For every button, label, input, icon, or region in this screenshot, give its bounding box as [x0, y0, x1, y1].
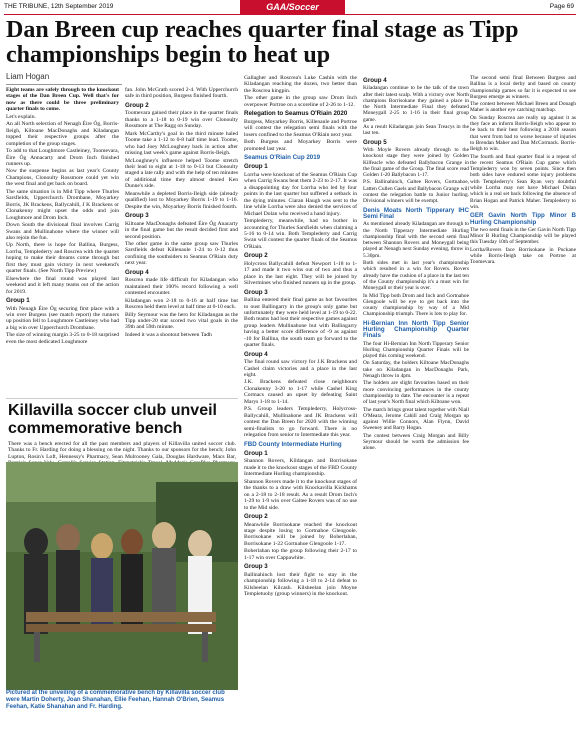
paragraph: As mentioned already Kiladangan are through to the North Tipperary Intermediate Hurling championship final with the second semi final between Shannon Rovers and Moneygall being played at Nenagh next Sunday evening, throw in 5.30pm.	[363, 221, 469, 259]
paragraph: To add to that Loughmore Castleiney, Toomevara, Éire Óg Annacarty and Drom Inch finished runners up.	[6, 148, 119, 167]
paragraph: An all North selection of Nenagh Éire Óg, Borris-Ileigh, Kiltoane MacDonaghs and Kiladangan topped their respective groups after the completion of the group stages.	[6, 121, 119, 147]
paragraph: The contest between Craig Morgan and Billy Seymour should be worth the admission fee alone.	[363, 432, 469, 452]
headline: Dan Breen cup reaches quarter final stage as Tipp championships begin to heat up	[6, 17, 519, 68]
paragraph: Let's explain.	[6, 113, 36, 120]
paragraph: The fourth and final quarter final is a repeat of the recent Seamus O'Riain Cup game which Templederry won by seven points. Since then both sides have endured some injury problems with Templederry's Sean Ryan very doubtful while Lorrha may not have Michael Dolan which is a real set back following the absence of Brian Hogan and Patrick Maher. Templederry to win.	[470, 153, 576, 210]
paragraph: Templederry, meanwhile, had no bother in accounting for Thurles Sarsfields when claiming a 5-16 to 0-14 win. Both Templederry and Carrig Swan will contest the quarter finals of the Seamus O'Riain.	[244, 218, 357, 250]
paragraph: With Nenagh Éire Óg securing first place with a win over Burgess (see match report) the runners up position fell to Loughmore Castleiney who had a big win over Upperchurch Drombane.	[6, 305, 119, 331]
subheading: Group 4	[244, 350, 268, 358]
section-heading: FBD County Intermediate Hurling	[244, 440, 342, 448]
article-column-3	[244, 75, 357, 725]
paragraph: On Sunday Roscrea are really up against it as they face an inform Borris-Ileigh who appear to be back to their best following a 2018 season that went from bad to worse because of injuries to Brendan Maher and Dan McCormack. Borris-Ileigh to win.	[470, 114, 576, 153]
subheading: Group 1	[6, 297, 30, 305]
paragraph: P.S. Ballinahinch, Galtee Rovers, Gortnahoe, Latten Cullen Gaels and Ballybacon Grange will contest the relegation battle to Junior hurling. Divisional winners will be exempt.	[363, 179, 469, 205]
paragraph: McLoughney's influence helped Toome stretch their lead to eight at 1-18 to 0-13 but Clonoulty staged a late rally and with the help of ten minutes of additional time they almost denied Ken Dunne's side.	[125, 157, 238, 190]
paragraph: Now the suspense begins as last year's County Champions, Clonoulty Rossmore could yet win the west final and get back on board.	[6, 168, 119, 188]
paragraph: The match brings great talent together with Niall O'Meara, Jerome Cahill and Craig Morgan up against Willie Connors, Alan Flynn, David Sweeney and Barry Hogan.	[363, 406, 469, 432]
paragraph: Meanwhile a depleted Borris-Ileigh side (already qualified) lost to Moyarkey Borris 1-19 to 1-16. Despite the win, Moyarkey Borris finished fourth.	[125, 190, 238, 210]
paragraph: Kiladangan continue to be the talk of the town after their latest scalp. With a victory over North champions Borrisokane they gained a place in the North Intermediate Final they defeated Moneygall 2-25 to 1-16 in their final group game.	[363, 85, 469, 123]
subheading: Group 3	[244, 288, 268, 296]
paragraph: Kiladangan won 2-18 to 0-16 at half time but Roscrea held them level at half time at 0-10 each.	[125, 297, 238, 311]
subheading: Group 4	[363, 77, 387, 84]
subheading: Group 3	[244, 563, 268, 571]
paragraph: Lorrha were knockout of the Seamus O'Riain Cup when Carrig Swans beat them 2-23 to 2-17. It was a disappointing day for Lorrha who led by four points in the last quarter but suffered a setback in the dying minutes. Ciaran Haugh was sent to the line while Lorrha were also denied the services of Michael Dolan who received a hand injury.	[244, 171, 357, 217]
paragraph: As a result Kiladangan join Sean Treacys in the last ten.	[363, 124, 469, 137]
section-heading: GER Gavin North Tipp Minor B Hurling Championship	[470, 212, 576, 226]
subheading: Group 1	[244, 163, 268, 171]
article-column-4	[363, 75, 469, 725]
paragraph: Ballina entered their final game as hot favourites to oust Ballingarry in the group's only game but unfortunately they were held level at 1-19 to 0-22. Both teams had lost their respective games against group leaders Mullinahone but with Ballingarry having a better score difference of -9 as against -10 for Ballina, the south team go forward to the quarter finals.	[244, 297, 357, 349]
paragraph: The four Hi-Bernian Inn North Tipperary Senior Hurling Championship Quarter Finals will be played this coming weekend.	[363, 340, 469, 360]
paragraph: The contest between Michael Breen and Donagh Maher is another eye catching matchup.	[470, 101, 576, 114]
article-column-2	[125, 87, 238, 396]
subheading: Group 2	[125, 101, 149, 109]
paragraph: P.S. Group leaders Templederry, Holycross-Ballycahill, Mullinahone and JK Brackens will contest the Dan Breen for 2020 with the winning semi-finalists to go forward. There is no relegation from senior to Intermediate this year.	[244, 406, 357, 439]
story-text: There was a bench erected for all the past members and players of Killavilla united soccer club. Thanks to Fr. Harding for doing a blessing on the night. Thanks to our sponsors for the bench; John Lupton, Rosin's Loft, Hennessy's Pharmacy, Sean Mulrooney Gala, Douglas Hardware, Macs Bar,	[8, 441, 236, 460]
paragraph: With Moyle Rovers already through to the knockout stage they were joined by Golden Kilfeacle who defeated Ballybacon Grange in the final game of the Group. The final score read Golden 1-20 Ballybacon 1-17.	[363, 146, 469, 179]
paragraph: Up North, there is hope for Ballina, Burgess, Lorrha, Templederry and Roscrea with the quartet hoping to make their dreams come through but first they must gain victory in next weekend's quarter finals. (See North Tipp Preview)	[6, 242, 119, 275]
paragraph: The other game in the same group saw Thurles Sarsfields defeat Killenaule 1-24 to 0-12 thus confining the southsiders to Seamus O'Riain duty next year.	[125, 240, 238, 267]
paragraph: Boherlahan top the group following their 2-17 to 1-17 win over Cappawhite.	[244, 548, 357, 561]
section-heading: Denis Moats North Tipperary IHC Semi Final	[363, 206, 469, 220]
paragraph: Holycross Ballycahill defeat Newport 1-18 to 1-17 and made it two wins out of two and thus a place in the last eight. They will be joined by Silvermines who finished runners up in the group.	[244, 260, 357, 287]
paragraph: Toomevara gained their place in the quarter finals thanks to a 1-18 to 0-19 win over Clonoulty Rossmore at The Ragg on Sunday.	[125, 110, 238, 130]
lead-paragraph: Eight teams are safely through to the knockout stages of the Dan Breen Cup. Well that's for now as there could be three preliminary quarter finals to come.	[6, 87, 119, 113]
subheading: Relegation to Seamus O'Riain 2020	[244, 110, 348, 118]
paragraph: In Mid Tipp both Drom and Inch and Gortnahoe Glengoole will be eye to get back into the county championship by way of a Mid Championship triumph. There is lots to play for.	[363, 292, 469, 318]
byline: Liam Hogan	[6, 72, 50, 81]
article-column-5	[470, 75, 576, 725]
subheading: Group 2	[244, 513, 268, 521]
byline-rule	[6, 84, 122, 85]
paragraph: Mark McCarthy's goal in the third minute haled Toome take a 1-12 to 0-8 half time lead. Toome, who had Joey McLoughney back in action after missing last week's game against Borris-Ileigh.	[125, 130, 238, 157]
paragraph: Ballinahinch lost their fight to stay in the championship following a 1-18 to 2-14 defeat to Kilsheelan Kilcash. Kilsheelan join Moyne Templetuohy (group winners) in the knockout.	[244, 571, 357, 598]
subheading: Group 3	[125, 212, 149, 220]
paragraph: Roscrea made life difficult for Kiladangan who maintained their 100% record following a well contested encounter.	[125, 277, 238, 297]
paragraph: J.K. Brackens defeated close neighbours Clonakenny 3-20 to 1-17 while Cashel King Cormacs caused an upset by defeating Saint Marys 1-18 to 1-14.	[244, 379, 357, 405]
paragraph: The same situation is in Mid Tipp where Thurles Sarsfields, Upperchurch Drombane, Moyarkey Borris, JK Brackens, Ballycahill, J K Brackens or Clonakenny might upset the odds and join Loughmore and Drom Inch.	[6, 188, 119, 221]
paragraph: Billy Seymour was the hero for Kiladangan as the Tipp under-20 star scored two vital goals in the 39th and 59th minute.	[125, 311, 238, 331]
subheading: Group 1	[244, 450, 268, 458]
paragraph: fan. John McGrath scored 2-4. With Upperchurch safe in third position, Burgess finished fourth.	[125, 87, 238, 100]
paragraph: Meanwhile Borrisokane reached the knockout stage despite losing to Gortnahoe Glengoole. Borrisokane will be joined by Boherlahan, Borrisokane 1-22 Gortnahoe Glengoole 1-17.	[244, 521, 357, 547]
subheading: Group 5	[363, 138, 387, 146]
page-number: Page 69	[549, 3, 574, 10]
section-heading: Seamus O'Riain Cup 2019	[244, 153, 321, 161]
bench-photo	[6, 462, 238, 690]
header-rule	[4, 14, 576, 15]
paragraph: The two semi finals in the Ger Gavin North Tipp Minor B Hurling Championship will be played this Tuesday 10th of September.	[470, 226, 576, 246]
section-heading: Hi-Bernian Inn North Tipp Senior Hurling Championship Quarter Finals	[363, 319, 469, 340]
paragraph: Elsewhere the final round was played last weekend and it left many teams out of the action for 2019.	[6, 275, 119, 295]
photo-caption: Pictured at the unveiling of a commemorative bench by Killavilla soccer club were Martin Doherty, Joan Shanahan, Ellie Feehan, Hannah O'Brien, Seamus Feehan, Katie Shanahan and Fr. Harding.	[6, 690, 225, 710]
paragraph: Indeed it was a shootout between Tadh	[125, 331, 212, 338]
paragraph: Gallagher and Roscrea's Luke Cashin with the Kiladangan reaching the dozen, two better than the Roscrea kingpin.	[244, 75, 357, 94]
top-bar	[0, 0, 580, 14]
photo-illustration	[6, 462, 238, 690]
subheading: Group 2	[244, 252, 268, 260]
paragraph: On Saturday, the holders Kiltoane MacDonaghs take on Kiladangan in MacDonaghs Park, Nenagh throw in 4pm.	[363, 360, 469, 380]
paragraph: The other game in the group saw Drom Inch overpower Portroe on a scoreline of 2-26 to 1-12.	[244, 95, 357, 108]
issue-date: THE TRIBUNE, 12th September 2019	[4, 3, 114, 10]
section-label: GAA/Soccer	[240, 0, 345, 14]
paragraph: Shannon Rovers made it to the knockout stages of the thanks to a draw with Knockavilla Kickhams on a 2-18 to 2-18 result. As a result Drom Inch's 1-29 to 1-9 win over Galtee Rovers was of no use to the Mid side.	[244, 478, 357, 511]
article-column-1	[6, 87, 119, 396]
paragraph: Shannon Rovers, Kildangan and Borrisokane made it to the knockout stages of the FBD County Intermediate Hurling championship.	[244, 458, 357, 478]
paragraph: The final round saw victory for J.K Brackens and Cashel claim victories and a place in the last eight.	[244, 359, 357, 379]
subheading: Group 4	[125, 268, 149, 276]
paragraph: Both sides met in last year's championship which resulted in a win for Rovers. Rovers already have the cushion of a place in the last ten of the County championship it's a must win for Moneygall or their year is over.	[363, 260, 469, 292]
paragraph: Burgess, Moyarkey Borris, Killenaule and Portroe will contest the relegation semi finals with the losers confined to the Seamus O'Riain next year.	[244, 118, 357, 138]
paragraph: Both Burgess and Moyarkey Borris were promoted last year.	[244, 139, 357, 152]
paragraph: Lorrha/Rovers face Borrisokane in Puckane while Borris-Ileigh take on Portroe at Toomevara.	[470, 246, 576, 266]
paragraph: Down South the divisional final involves Carrig Swans and Mullinahone where the winner will also rejoin the fun.	[6, 222, 119, 241]
paragraph: The second semi final Between Burgess and Ballina is a local derby and based on county championship games so far it is expected to see Burgess emerge as winners.	[470, 75, 576, 100]
paragraph: The size of winning margin 3-25 to 0-18 surprised even the most dedicated Loughmore	[6, 332, 119, 345]
paragraph: The holders are slight favourites based on their more convincing performances in the county championship to date. The encounter is a repeat of last year's North final which Kiltoane won.	[363, 380, 469, 406]
paragraph: Kiltoane MacDonaghs defeated Éire Óg Anacarty in the final game but the result decided first and second position.	[125, 220, 238, 240]
story-headline: Killavilla soccer club unveil commemorative bench	[8, 402, 217, 437]
